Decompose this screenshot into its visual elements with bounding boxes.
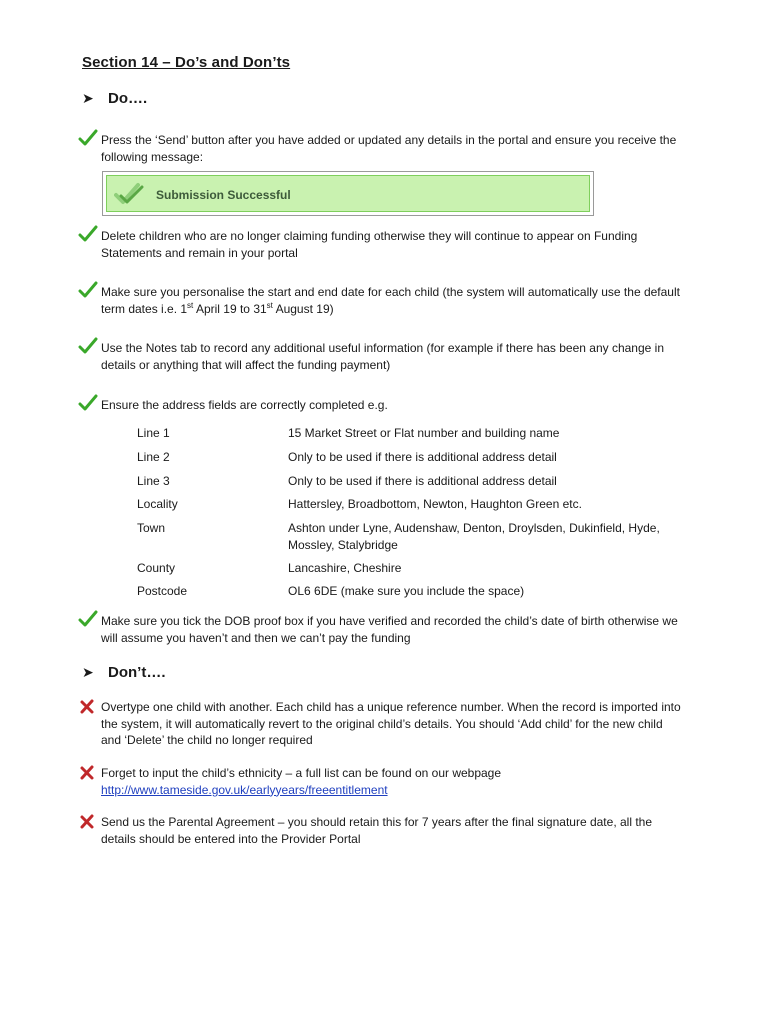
address-value: OL6 6DE (make sure you include the space)	[288, 584, 525, 598]
section-title: Section 14 – Do’s and Don’ts	[82, 54, 291, 71]
dont-item-ethnicity-text: Forget to input the child’s ethnicity – a full list can be found on our webpage http://www.tameside.gov.uk/earlyyears/freeentitlement	[101, 766, 502, 797]
address-value: Ashton under Lyne, Audenshaw, Denton, Droylsden, Dukinfield, Hyde, Mossley, Stalybridge	[288, 521, 660, 552]
address-value: Only to be used if there is additional address detail	[288, 450, 557, 464]
do-heading	[82, 90, 147, 107]
checkmark-icon	[78, 609, 98, 629]
dont-heading	[82, 664, 166, 681]
free-entitlement-link[interactable]: http://www.tameside.gov.uk/earlyyears/freeentitlement	[101, 782, 388, 797]
do-item-dates-text: Make sure you personalise the start and end date for each child (the system will automatically use the default term dates i.e. 1st April 19 to 31st August 19)	[101, 285, 680, 316]
arrow-bullet-icon: ➤	[82, 90, 94, 106]
do-item-delete-text: Delete children who are no longer claiming funding otherwise they will continue to appear on Funding Statements and remain in your portal	[101, 229, 638, 260]
do-item-address-text: Ensure the address fields are correctly completed e.g.	[101, 398, 388, 412]
address-value: 15 Market Street or Flat number and building name	[288, 426, 560, 440]
checkmark-icon	[78, 128, 98, 148]
cross-icon	[78, 763, 98, 783]
do-item-send-text: Press the ‘Send’ button after you have added or updated any details in the portal and ensure you receive the following message:	[101, 133, 677, 164]
arrow-bullet-icon: ➤	[82, 664, 94, 680]
submission-successful-banner	[102, 171, 594, 216]
cross-icon	[78, 812, 98, 832]
address-label: Line 2	[137, 450, 170, 464]
address-label: Postcode	[137, 584, 188, 598]
dont-item-overtype-text: Overtype one child with another. Each child has a unique reference number. When the record is imported into the system, it will automatically revert to the original child’s details. You should ‘Add child’ for the new child and ‘Delete’ the child no longer required	[101, 700, 681, 747]
banner-text: Submission Successful	[156, 188, 291, 202]
address-label: Line 1	[137, 426, 170, 440]
address-label: Line 3	[137, 474, 170, 488]
address-label: County	[137, 561, 176, 575]
do-item-dob-text: Make sure you tick the DOB proof box if you have verified and recorded the child’s date of birth otherwise we will assume you haven’t and then we can’t pay the funding	[101, 614, 678, 645]
checkmark-icon	[78, 224, 98, 244]
address-value: Hattersley, Broadbottom, Newton, Haughton Green etc.	[288, 497, 582, 511]
double-check-icon	[114, 181, 144, 207]
address-value: Only to be used if there is additional address detail	[288, 474, 557, 488]
cross-icon	[78, 697, 98, 717]
address-label: Town	[137, 521, 166, 535]
dont-heading-label: Don’t….	[108, 664, 166, 681]
checkmark-icon	[78, 336, 98, 356]
address-value: Lancashire, Cheshire	[288, 561, 402, 575]
checkmark-icon	[78, 280, 98, 300]
dont-item-agreement-text: Send us the Parental Agreement – you should retain this for 7 years after the final signature date, all the details should be entered into the Provider Portal	[101, 815, 653, 846]
checkmark-icon	[78, 393, 98, 413]
do-heading-label: Do….	[108, 90, 148, 107]
address-label: Locality	[137, 497, 178, 511]
do-item-notes-text: Use the Notes tab to record any additional useful information (for example if there has been any change in details or anything that will affect the funding payment)	[101, 341, 664, 372]
